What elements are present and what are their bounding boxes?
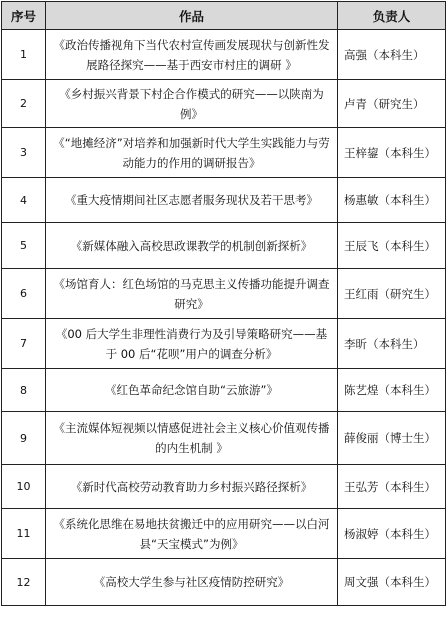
work-title: 《乡村振兴背景下村企合作模式的研究——以陕南为例》	[46, 80, 338, 128]
header-num: 序号	[2, 2, 46, 30]
work-title: 《高校大学生参与社区疫情防控研究》	[46, 559, 338, 606]
table-row	[2, 223, 446, 269]
row-num: 11	[2, 509, 46, 559]
row-num: 2	[2, 80, 46, 128]
table-row	[2, 369, 446, 412]
row-num: 4	[2, 178, 46, 223]
owner-name: 王红雨（研究生）	[338, 269, 446, 319]
table-row	[2, 30, 446, 80]
row-num: 10	[2, 465, 46, 509]
table-row	[2, 465, 446, 509]
table-row	[2, 412, 446, 465]
work-title: 《新时代高校劳动教育助力乡村振兴路径探析》	[46, 465, 338, 509]
header-row	[2, 2, 446, 30]
works-table	[1, 1, 446, 606]
owner-name: 高强（本科生）	[338, 30, 446, 80]
row-num: 1	[2, 30, 46, 80]
header-work: 作品	[46, 2, 338, 30]
work-title: 《政治传播视角下当代农村宣传画发展现状与创新性发展路径探究——基于西安市村庄的调研 》	[46, 30, 338, 80]
owner-name: 陈艺煌（本科生）	[338, 369, 446, 412]
work-title: 《新媒体融入高校思政课教学的机制创新探析》	[46, 223, 338, 269]
work-title: 《红色革命纪念馆自助“云旅游”》	[46, 369, 338, 412]
owner-name: 杨淑婷（本科生）	[338, 509, 446, 559]
row-num: 6	[2, 269, 46, 319]
table-row	[2, 80, 446, 128]
work-title: 《“地摊经济”对培养和加强新时代大学生实践能力与劳动能力的作用的调研报告》	[46, 128, 338, 178]
row-num: 8	[2, 369, 46, 412]
work-title: 《主流媒体短视频以情感促进社会主义核心价值观传播的内生机制 》	[46, 412, 338, 465]
owner-name: 薛俊丽（博士生）	[338, 412, 446, 465]
owner-name: 王梓鋆（本科生）	[338, 128, 446, 178]
table-row	[2, 269, 446, 319]
work-title: 《00 后大学生非理性消费行为及引导策略研究——基于 00 后“花呗”用户的调查分析》	[46, 319, 338, 369]
owner-name: 李昕（本科生）	[338, 319, 446, 369]
table-row	[2, 509, 446, 559]
table-row	[2, 559, 446, 606]
owner-name: 周文强（本科生）	[338, 559, 446, 606]
row-num: 3	[2, 128, 46, 178]
owner-name: 杨惠敏（本科生）	[338, 178, 446, 223]
owner-name: 卢青（研究生）	[338, 80, 446, 128]
table-row	[2, 128, 446, 178]
header-owner: 负责人	[338, 2, 446, 30]
work-title: 《系统化思维在易地扶贫搬迁中的应用研究——以白河县“天宝模式”为例》	[46, 509, 338, 559]
work-title: 《场馆育人：红色场馆的马克思主义传播功能提升调查研究》	[46, 269, 338, 319]
row-num: 7	[2, 319, 46, 369]
row-num: 12	[2, 559, 46, 606]
owner-name: 王弘芳（本科生）	[338, 465, 446, 509]
table-row	[2, 319, 446, 369]
row-num: 5	[2, 223, 46, 269]
row-num: 9	[2, 412, 46, 465]
work-title: 《重大疫情期间社区志愿者服务现状及若干思考》	[46, 178, 338, 223]
table-row	[2, 178, 446, 223]
owner-name: 王辰飞（本科生）	[338, 223, 446, 269]
